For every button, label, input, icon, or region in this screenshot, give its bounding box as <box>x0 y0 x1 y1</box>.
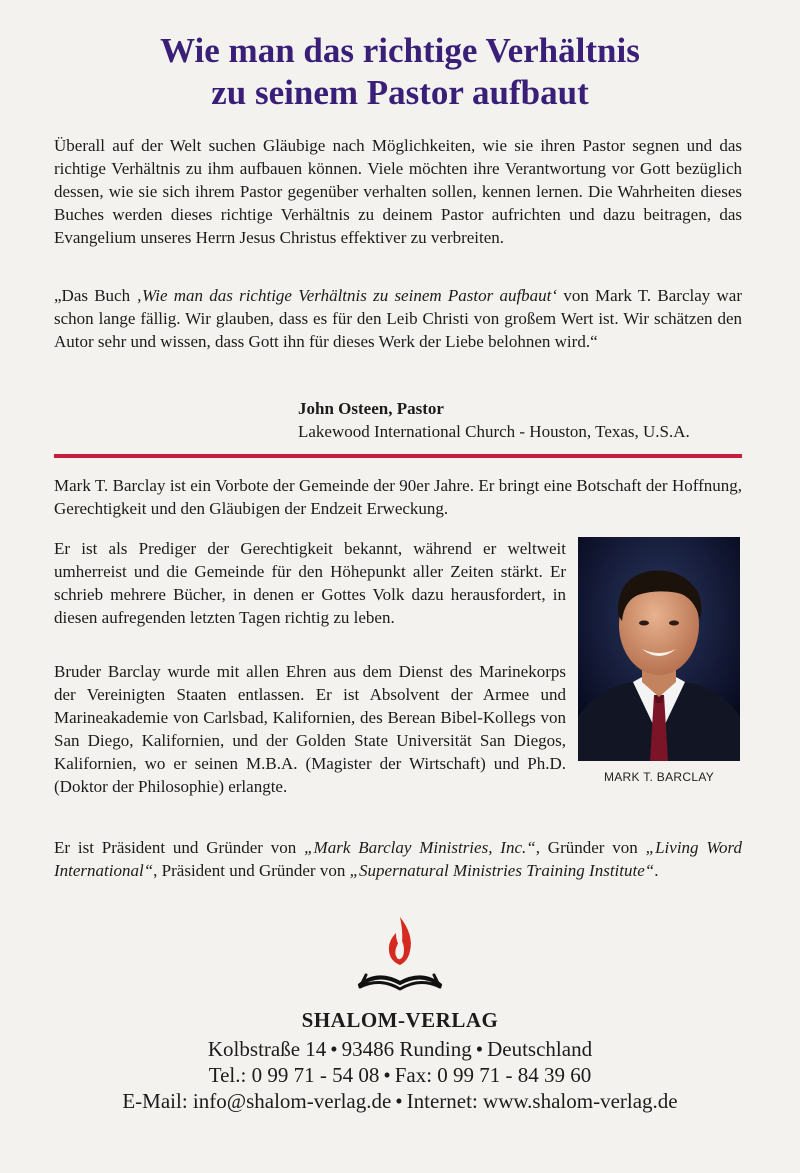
bullet-separator: • <box>475 1037 484 1061</box>
endorsement-attribution <box>298 397 690 443</box>
endorser-church: Lakewood International Church - Houston, Texas, U.S.A. <box>298 422 690 441</box>
bio-p4-part-1: Er ist Präsident und Gründer von <box>54 838 305 857</box>
photo-caption: MARK T. BARCLAY <box>603 770 715 784</box>
phone-number: Tel.: 0 99 71 - 54 08 <box>208 1063 380 1087</box>
publisher-contact <box>0 1088 800 1114</box>
bio-paragraph-4 <box>54 836 742 882</box>
bullet-separator: • <box>395 1089 403 1113</box>
bio-paragraph-3: Bruder Barclay wurde mit allen Ehren aus dem Dienst des Marinekorps der Vereinigten Staaten entlassen. Er ist Absolvent der Armee und Marineakademie von Carlsbad, Kalifornien, des Berean Bibel-Kollegs von San Diego, Kalifornien, und der Golden State Universität San Diegos, Kalifornien, wo er seinen M.B.A. (Magister der Wirtschaft) und Ph.D. (Doktor der Philosophie) erlangte. <box>54 662 566 796</box>
bio-p4-part-3: , Präsident und Gründer von <box>153 861 350 880</box>
bio-paragraph-2: Er ist als Prediger der Gerechtigkeit bekannt, während er weltweit umherreist und die Gemeinde für den Höhepunkt aller Zeiten stärkt. Er schrieb mehrere Bücher, in denen er Gottes Volk dazu herausfordert, in diesen aufregenden letzten Tagen richtig zu leben. <box>54 539 566 627</box>
bio-p4-part-2: , Gründer von <box>535 838 646 857</box>
email-address: E-Mail: info@shalom-verlag.de <box>122 1089 392 1113</box>
website-address: Internet: www.shalom-verlag.de <box>406 1089 678 1113</box>
endorser-name: John Osteen, Pastor <box>298 399 444 418</box>
author-portrait-icon <box>578 537 740 761</box>
fax-number: Fax: 0 99 71 - 84 39 60 <box>394 1063 592 1087</box>
publisher-address <box>0 1036 800 1062</box>
author-photo <box>578 537 740 761</box>
quote-prefix: „Das Buch <box>54 286 137 305</box>
address-city: 93486 Runding <box>341 1037 472 1061</box>
title-line-1: Wie man das richtige Verhältnis <box>160 31 640 70</box>
intro-paragraph: Überall auf der Welt suchen Gläubige nach Möglichkeiten, wie sie ihren Pastor segnen und das richtige Verhältnis zu ihm aufbauen können. Viele möchten ihre Verantwortung vor Gott bezüglich dessen, wie sie sich ihrem Pastor gegenüber verhalten sollen, kennen lernen. Die Wahrheiten dieses Buches werden dieses richtige Verhältnis zu deinem Pastor aufrichten und dazu beitragen, das Evangelium unseres Herrn Jesus Christus effektiver zu verbreiten. <box>54 136 742 247</box>
address-street: Kolbstraße 14 <box>207 1037 327 1061</box>
quote-book-title: ‚Wie man das richtige Verhältnis zu seinem Pastor aufbaut‘ <box>136 286 558 305</box>
publisher-phone <box>0 1062 800 1088</box>
org-living-word-international: „Living Word International“ <box>54 838 742 880</box>
red-divider <box>54 454 742 458</box>
title-line-2: zu seinem Pastor aufbaut <box>211 73 589 112</box>
org-supernatural-ministries: „Supernatural Ministries Training Institute“ <box>349 861 655 880</box>
bullet-separator: • <box>330 1037 338 1061</box>
bio-paragraph-1: Mark T. Barclay ist ein Vorbote der Gemeinde der 90er Jahre. Er bringt eine Botschaft der Hoffnung, Gerechtigkeit und den Gläubigen der Endzeit Erweckung. <box>54 476 742 518</box>
endorsement-quote <box>54 284 742 353</box>
bio-p4-part-4: . <box>654 861 659 880</box>
org-mark-barclay-ministries: „Mark Barclay Ministries, Inc.“ <box>304 838 536 857</box>
book-title <box>0 30 800 114</box>
bullet-separator: • <box>383 1063 391 1087</box>
publisher-name: SHALOM-VERLAG <box>301 1008 499 1032</box>
quote-text: von Mark T. Barclay war schon lange fällig. Wir glauben, dass es für den Leib Christi von großem Wert ist. Wir schätzen den Autor sehr und wissen, dass Gott ihn für dieses Werk der Liebe belohnen wird.“ <box>54 286 742 351</box>
address-country: Deutschland <box>487 1037 593 1061</box>
flame-over-open-book-icon <box>356 915 444 995</box>
